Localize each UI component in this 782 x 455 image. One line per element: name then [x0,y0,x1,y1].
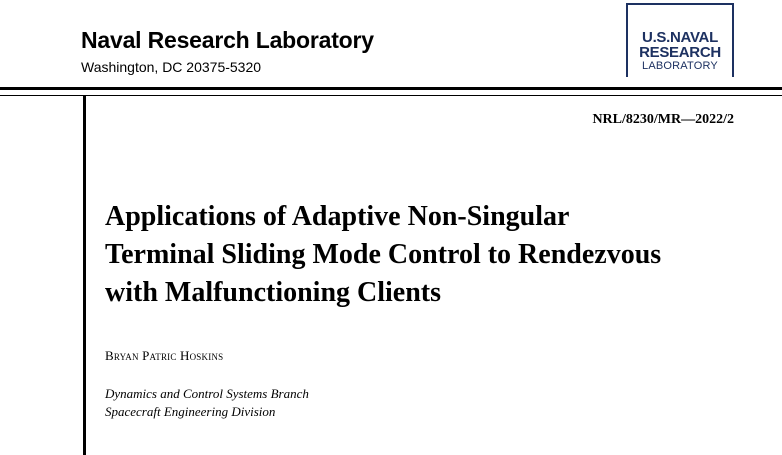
report-title [105,198,775,312]
author-name: Bryan Patric Hoskins [105,348,224,363]
title-line: with Malfunctioning Clients [105,277,442,308]
author-affiliation [105,385,309,421]
affiliation-division: Spacecraft Engineering Division [105,404,276,419]
organization-address: Washington, DC 20375-5320 [81,59,262,75]
cover-side-bar [83,96,86,455]
organization-name: Naval Research Laboratory [81,27,374,53]
header-rule-thick [0,87,782,90]
header-rule-thin [0,95,782,96]
logo-text-line-3: LABORATORY [642,60,718,72]
affiliation-branch: Dynamics and Control Systems Branch [105,386,309,401]
report-number: NRL/8230/MR—2022/2 [592,112,734,127]
title-line: Applications of Adaptive Non-Singular [105,201,570,232]
nrl-logo [626,3,734,77]
title-line: Terminal Sliding Mode Control to Rendezvous [105,239,662,270]
logo-text-line-1: U.S.NAVAL [642,29,718,46]
logo-text-line-2: RESEARCH [639,44,721,61]
